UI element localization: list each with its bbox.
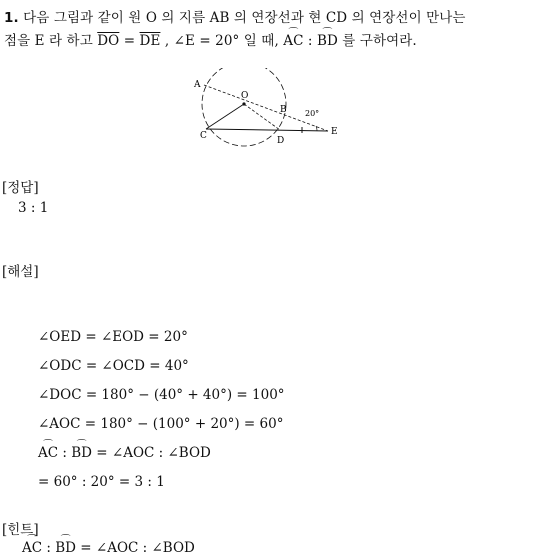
label-e: E [331, 127, 338, 137]
explanation-line-4: ∠AOC = 180° − (100° + 20°) = 60° [38, 416, 284, 432]
hint-arc-ac: ⌒ AC [22, 540, 42, 556]
question-number: 1. [4, 10, 19, 26]
label-d: D [277, 136, 285, 146]
hint-arc-bd: ⌒ BD [55, 540, 76, 556]
label-a: A [194, 80, 201, 90]
exp-arc-bd: ⌒ BD [71, 445, 92, 461]
label-c: C [200, 131, 207, 141]
question-text-2-mid: , ∠E = 20° 일 때, [160, 33, 284, 49]
explanation-line-6: = 60° : 20° = 3 : 1 [38, 474, 165, 490]
exp-arc-ac: ⌒ AC [38, 445, 58, 461]
explanation-line-3: ∠DOC = 180° − (40° + 40°) = 100° [38, 387, 285, 403]
hint-rest: = ∠AOC : ∠BOD [75, 540, 195, 556]
arc-ac: ⌒ AC [283, 33, 303, 49]
circle-o [202, 68, 286, 146]
ratio-colon: : [303, 33, 317, 49]
explanation-label: [해설] [2, 264, 39, 280]
segment-oc [206, 104, 244, 129]
question-text-1: 다음 그림과 같이 원 O 의 지름 AB 의 연장선과 현 CD 의 연장선이 만나는 [23, 10, 466, 26]
line-ce [206, 129, 328, 131]
question-line-1 [4, 6, 466, 26]
hint-colon: : [42, 540, 56, 556]
geometry-figure [188, 68, 348, 158]
hint-line [22, 540, 195, 556]
exp-line-5-rest: = ∠AOC : ∠BOD [91, 445, 211, 461]
explanation-line-2: ∠ODC = ∠OCD = 40° [38, 358, 189, 374]
label-o: O [241, 91, 249, 101]
label-b: B [280, 105, 287, 115]
equals-sign: = [119, 33, 140, 49]
explanation-line-5 [38, 445, 211, 461]
answer-value: 3 : 1 [18, 200, 49, 216]
label-angle-e: 20° [305, 109, 320, 118]
explanation-line-1: ∠OED = ∠EOD = 20° [38, 329, 188, 345]
segment-od [244, 104, 280, 130]
answer-label: [정답] [2, 180, 39, 196]
point-o [242, 102, 245, 105]
line-ae [204, 85, 328, 131]
question-line-2 [4, 29, 417, 49]
exp-colon: : [58, 445, 72, 461]
question-text-2-post: 를 구하여라. [337, 33, 417, 49]
question-text-2-pre: 점을 E 라 하고 [4, 33, 98, 49]
arc-bd: ⌒ BD [317, 33, 338, 49]
segment-de: $\overline{DE}$ [139, 33, 161, 49]
segment-do: $\overline{DO}$ [97, 33, 120, 49]
hint-label: [힌트] [2, 522, 39, 538]
